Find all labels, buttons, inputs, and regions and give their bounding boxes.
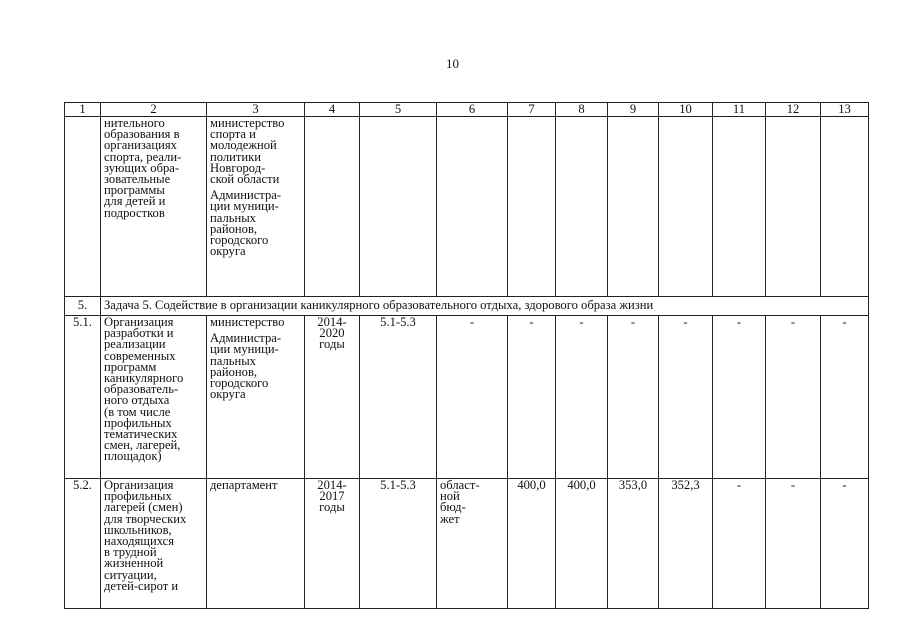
row-number: 5.1.	[65, 316, 101, 479]
activity-cell	[101, 479, 207, 609]
executor-cell	[207, 117, 305, 297]
column-header: 13	[821, 103, 869, 117]
table-cell	[608, 117, 659, 297]
section-title: Задача 5. Содействие в организации каникулярного образовательного отдыха, здорового образа жизни	[101, 297, 869, 316]
column-header: 5	[360, 103, 437, 117]
column-header: 8	[556, 103, 608, 117]
table-header-row	[65, 103, 869, 117]
column-header: 6	[437, 103, 508, 117]
funding-source-cell: област- ной бюд- жет	[437, 479, 508, 609]
activity-text: Организация профильных лагерей (смен) для творческих школьников, находящихся в трудной жизненной ситуации, детей-сирот и	[104, 478, 187, 593]
executor-text: Администра- ции муници- пальных районов, городского округа	[210, 188, 282, 259]
executor-text: министерство спорта и молодежной политики Новгород- ской области	[210, 116, 285, 187]
executor-text: министерство	[210, 315, 285, 329]
amount-cell: 400,0	[556, 479, 608, 609]
amount-cell: -	[713, 479, 766, 609]
period-cell: 2014- 2020 годы	[305, 316, 360, 479]
column-header: 9	[608, 103, 659, 117]
column-header: 10	[659, 103, 713, 117]
row-number: 5.2.	[65, 479, 101, 609]
column-header: 3	[207, 103, 305, 117]
amount-cell: -	[821, 316, 869, 479]
row-number-cell	[65, 117, 101, 297]
column-header: 2	[101, 103, 207, 117]
table-row	[65, 479, 869, 609]
table-cell	[713, 117, 766, 297]
executor-text: Администра- ции муници- пальных районов, городского округа	[210, 331, 282, 402]
amount-cell: -	[821, 479, 869, 609]
table-row	[65, 316, 869, 479]
activity-text: Организация разработки и реализации современных программ каникулярного образователь- ного отдыха (в том числе профильных тематических смен, лагерей, площадок)	[104, 315, 184, 464]
amount-cell: -	[659, 316, 713, 479]
amount-cell: 352,3	[659, 479, 713, 609]
activity-cell	[101, 117, 207, 297]
amount-cell: -	[713, 316, 766, 479]
table-cell	[360, 117, 437, 297]
table-cell	[766, 117, 821, 297]
executor-cell	[207, 316, 305, 479]
column-header: 11	[713, 103, 766, 117]
section-number: 5.	[65, 297, 101, 316]
amount-cell: 400,0	[508, 479, 556, 609]
table-cell	[305, 117, 360, 297]
amount-cell: -	[766, 316, 821, 479]
indicator-cell: 5.1-5.3	[360, 479, 437, 609]
indicator-cell: 5.1-5.3	[360, 316, 437, 479]
table-cell	[508, 117, 556, 297]
table-row	[65, 117, 869, 297]
amount-cell: -	[508, 316, 556, 479]
program-table	[64, 102, 869, 609]
funding-source-cell: -	[437, 316, 508, 479]
section-row	[65, 297, 869, 316]
table-cell	[659, 117, 713, 297]
amount-cell: -	[556, 316, 608, 479]
period-cell: 2014- 2017 годы	[305, 479, 360, 609]
amount-cell: -	[766, 479, 821, 609]
executor-text: департамент	[210, 478, 278, 492]
amount-cell: -	[608, 316, 659, 479]
column-header: 1	[65, 103, 101, 117]
table-cell	[556, 117, 608, 297]
page-number: 10	[446, 56, 459, 71]
activity-cell	[101, 316, 207, 479]
column-header: 4	[305, 103, 360, 117]
table-cell	[821, 117, 869, 297]
executor-cell	[207, 479, 305, 609]
amount-cell: 353,0	[608, 479, 659, 609]
activity-text: нительного образования в организациях спорта, реали- зующих обра- зовательные программы для детей и подростков	[104, 116, 182, 220]
table-cell	[437, 117, 508, 297]
column-header: 12	[766, 103, 821, 117]
column-header: 7	[508, 103, 556, 117]
